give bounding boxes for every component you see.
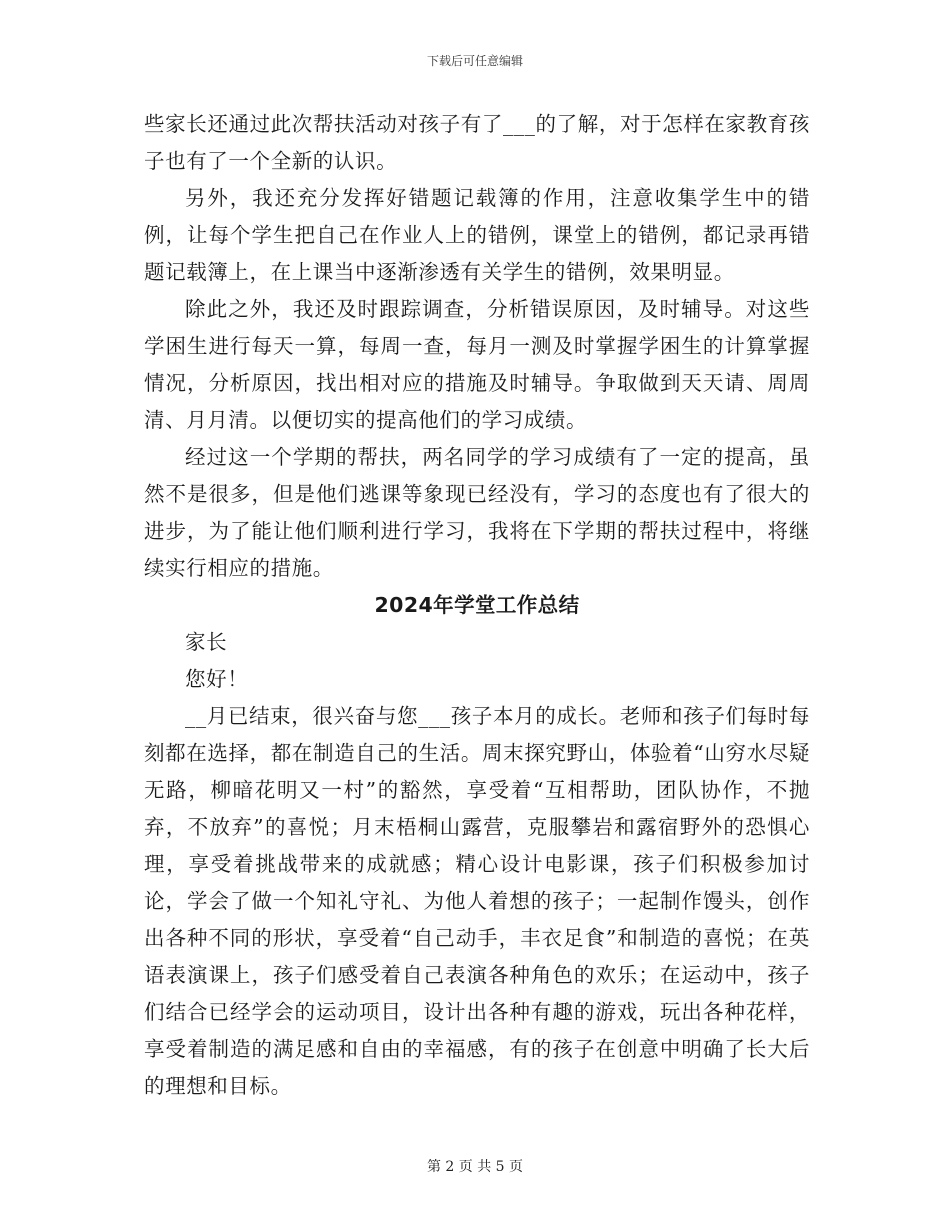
page-number: 第 2 页 共 5 页 [426, 1159, 524, 1175]
document-body [144, 106, 810, 1105]
paragraph-monthly-summary: __月已结束，很兴奋与您___孩子本月的成长。老师和孩子们每时每刻都在选择，都在制造自己的生活。周末探究野山，体验着“山穷水尽疑无路，柳暗花明又一村”的豁然，享受着“互相帮助，团队协作，不抛弃，不放弃”的喜悦；月末梧桐山露营，克服攀岩和露宿野外的恐惧心理，享受着挑战带来的成就感；精心设计电影课，孩子们积极参加讨论，学会了做一个知礼守礼、为他人着想的孩子；一起制作馒头，创作出各种不同的形状，享受着“自己动手，丰衣足食”和制造的喜悦；在英语表演课上，孩子们感受着自己表演各种角色的欢乐；在运动中，孩子们结合已经学会的运动项目，设计出各种有趣的游戏，玩出各种花样，享受着制造的满足感和自由的幸福感，有的孩子在创意中明确了长大后的理想和目标。 [144, 704, 810, 1098]
paragraph-conclusion: 经过这一个学期的帮扶，两名同学的学习成绩有了一定的提高，虽然不是很多，但是他们逃课等象现已经没有，学习的态度也有了很大的进步，为了能让他们顺利进行学习，我将在下学期的帮扶过程中，将继续实行相应的措施。 [144, 445, 810, 580]
paragraph-tracking: 除此之外，我还及时跟踪调查，分析错误原因，及时辅导。对这些学困生进行每天一算，每周一查，每月一测及时掌握学困生的计算掌握情况，分析原因，找出相对应的措施及时辅导。争取做到天天请、周周清、月月清。以便切实的提高他们的学习成绩。 [144, 297, 810, 432]
greeting-recipient: 家长 [185, 630, 228, 654]
paragraph-continued: 些家长还通过此次帮扶活动对孩子有了___的了解，对于怎样在家教育孩子也有了一个全新的认识。 [144, 112, 810, 173]
paragraph-error-notebook: 另外，我还充分发挥好错题记载簿的作用，注意收集学生中的错例，让每个学生把自己在作业人上的错例，课堂上的错例，都记录再错题记载簿上，在上课当中逐渐渗透有关学生的错例，效果明显。 [144, 186, 810, 284]
greeting-hello: 您好！ [185, 667, 249, 691]
section-title: 2024年学堂工作总结 [374, 593, 580, 617]
page-header: 下载后可任意编辑 [426, 54, 523, 68]
